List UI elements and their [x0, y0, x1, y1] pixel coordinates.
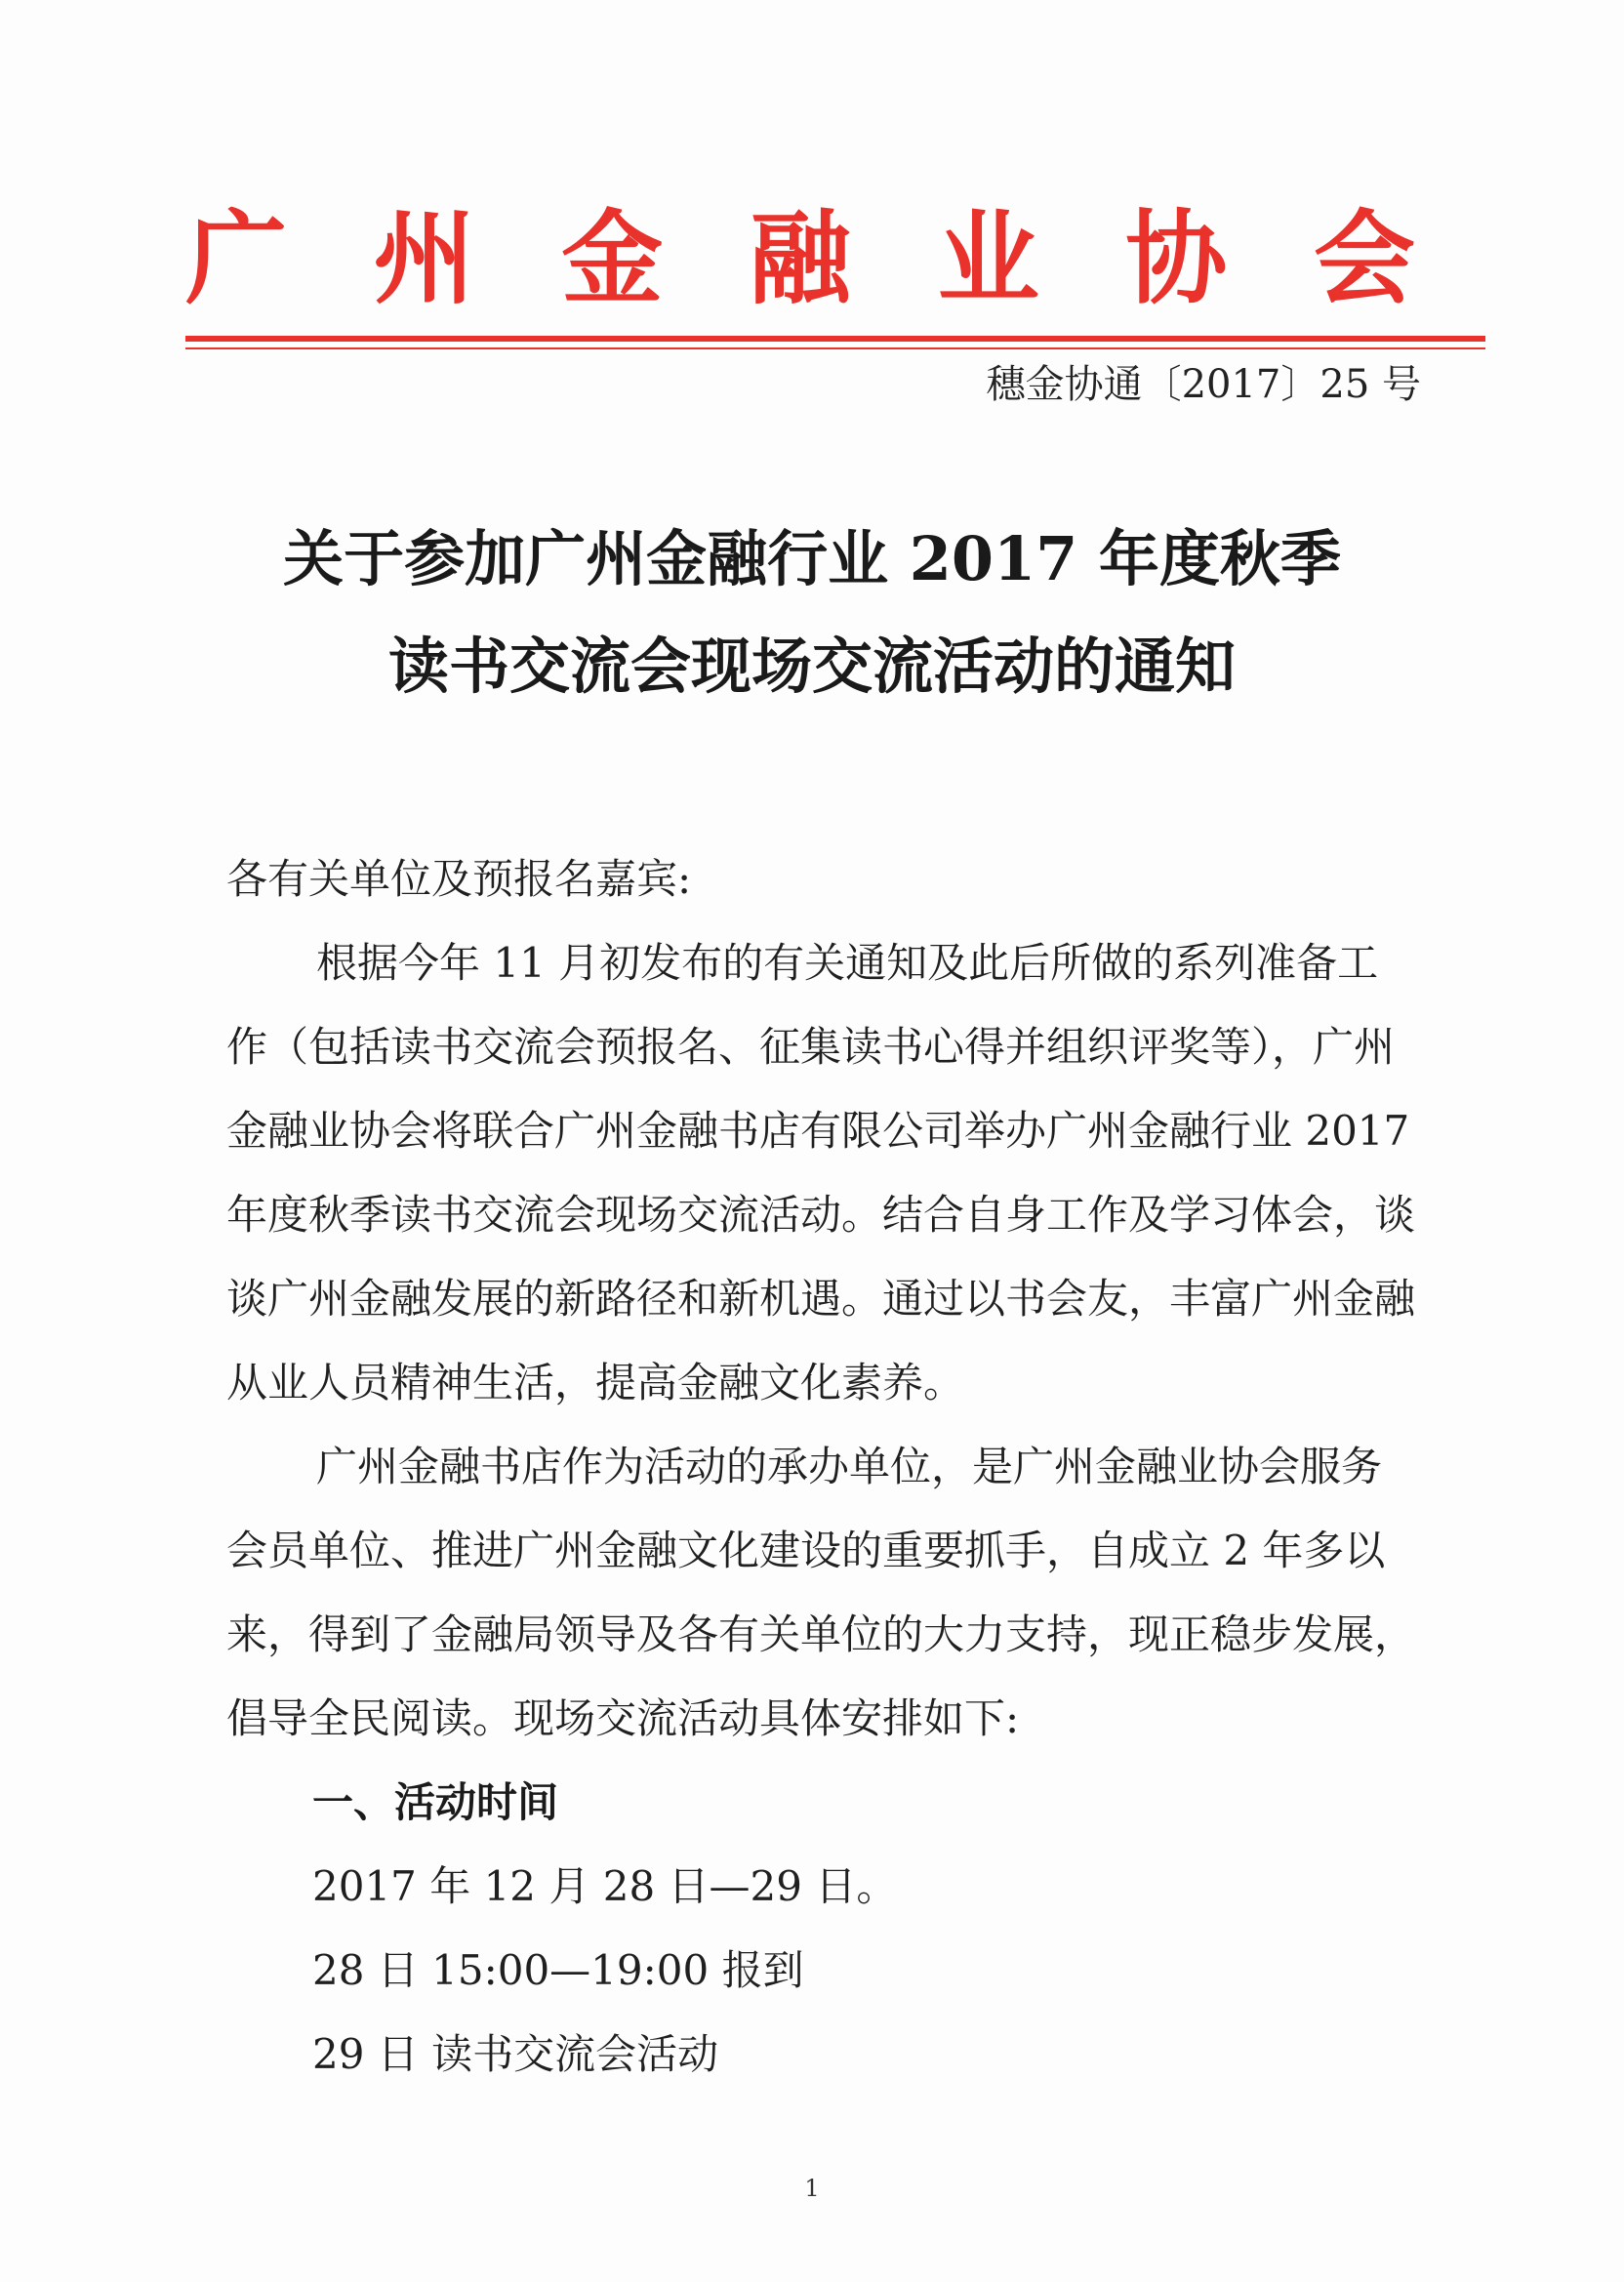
document-title-line-2: 读书交流会现场交流活动的通知 — [387, 631, 1236, 702]
document-number: 穗金协通〔2017〕25 号 — [986, 362, 1421, 407]
letterhead-char: 业 — [937, 198, 1039, 318]
schedule-item: 29 日 读书交流会活动 — [312, 2030, 719, 2078]
letterhead-char: 州 — [373, 198, 475, 318]
letterhead-char: 广 — [185, 198, 288, 318]
body-paragraph-1: 根据今年 11 月初发布的有关通知及此后所做的系列准备工作（包括读书交流会预报名、征集读书心得并组织评奖等），广州金融业协会将联合广州金融书店有限公司举办广州金融行业 2017 年度秋季读书交流会现场交流活动。结合自身工作及学习体会，谈谈广州金融发展的新路径和新机遇。通过以书会友，丰富广州金融从业人员精神生活，提高金融文化素养。 — [226, 939, 1416, 1406]
letterhead-char: 融 — [749, 198, 851, 318]
body-paragraph-2: 广州金融书店作为活动的承办单位，是广州金融业协会服务会员单位、推进广州金融文化建设的重要抓手，自成立 2 年多以来，得到了金融局领导及各有关单位的大力支持，现正稳步发展，倡导全民阅读。现场交流活动具体安排如下: — [226, 1443, 1416, 1742]
letterhead-divider-thick — [185, 336, 1485, 342]
section-heading-activity-time: 一、活动时间 — [312, 1778, 559, 1826]
letterhead-char: 协 — [1125, 198, 1228, 318]
schedule-item: 28 日 15:00—19:00 报到 — [312, 1946, 804, 1994]
salutation: 各有关单位及预报名嘉宾: — [226, 855, 692, 903]
document-title-line-1: 关于参加广州金融行业 2017 年度秋季 — [283, 523, 1341, 594]
letterhead-char: 会 — [1313, 198, 1415, 318]
letterhead-char: 金 — [561, 198, 664, 318]
schedule-item: 2017 年 12 月 28 日—29 日。 — [312, 1862, 898, 1910]
page-number: 1 — [804, 2175, 820, 2202]
organization-letterhead — [185, 200, 1415, 317]
letterhead-divider-thin — [185, 347, 1485, 349]
